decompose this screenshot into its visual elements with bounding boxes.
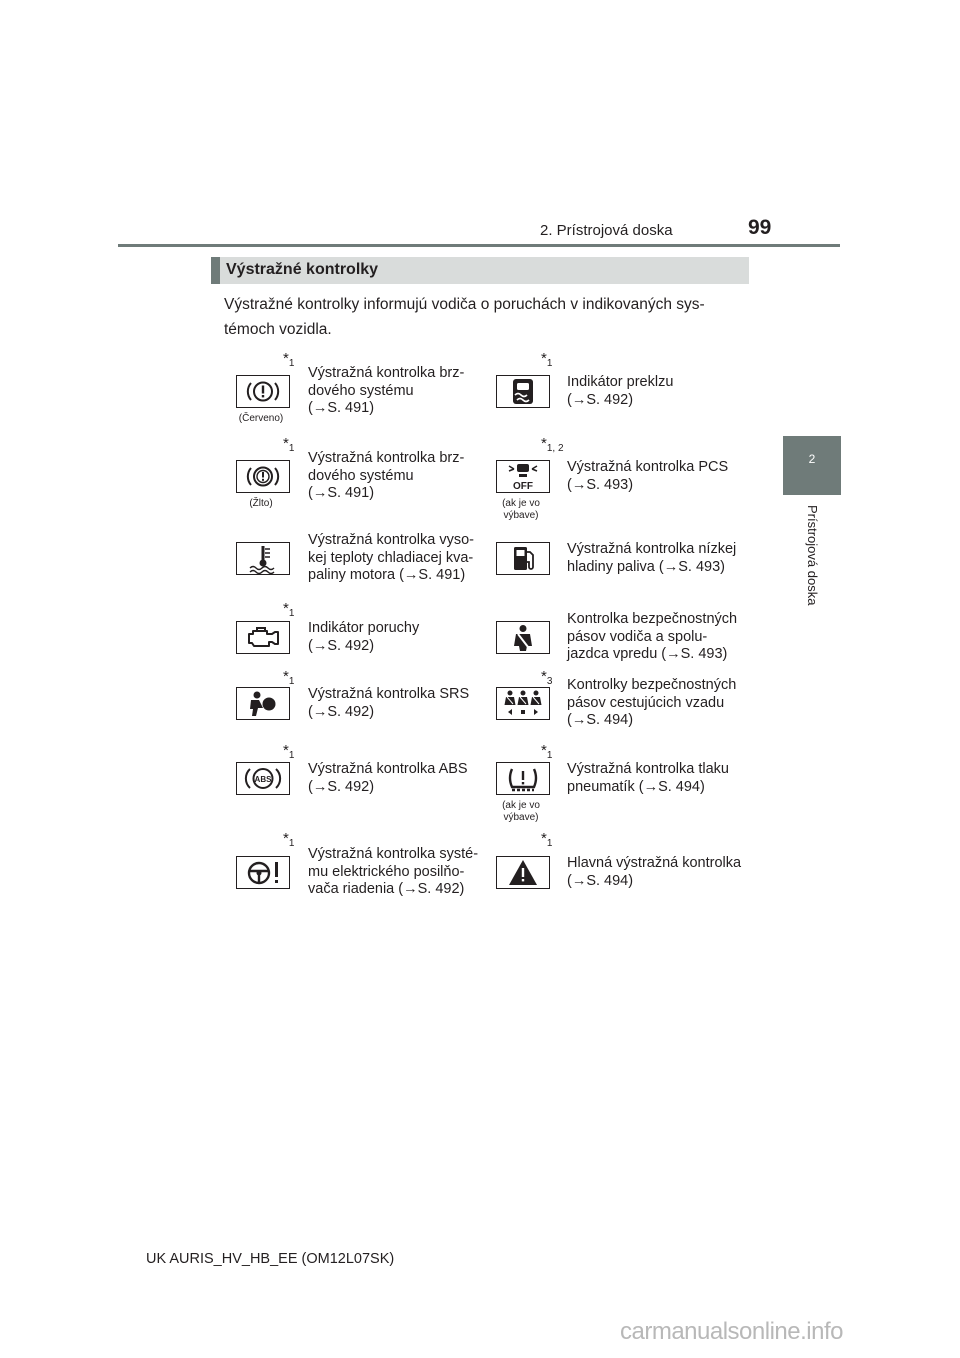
description-line: Kontrolka bezpečnostných (567, 611, 738, 627)
warning-light-description (567, 459, 757, 494)
chapter-label: Prístrojová doska (805, 505, 820, 606)
description-line: Hlavná výstražná kontrolka (567, 855, 742, 871)
description-line: Výstražná kontrolka SRS (308, 686, 470, 702)
warning-light-description (567, 374, 757, 409)
description-line: pásov cestujúcich vzadu (567, 694, 725, 711)
footnote-marker (283, 350, 294, 369)
chapter-tab (783, 436, 841, 495)
footnote-star: * (283, 668, 289, 685)
header-divider (118, 244, 840, 247)
icon-caption: (Žlto) (249, 498, 273, 509)
footnote-marker (283, 742, 294, 761)
description-line: Kontrolky bezpečnostných (567, 677, 737, 693)
description-line: dového systému (308, 467, 414, 484)
description-line: (→S. 492) (308, 637, 375, 654)
footnote-marker (541, 742, 552, 761)
footnote-number: 1 (288, 358, 295, 369)
description-line: Výstražná kontrolka PCS (567, 459, 729, 475)
fuel-pump-icon (496, 542, 550, 575)
description-line: kej teploty chladiacej kva- (308, 549, 474, 566)
footnote-number: 1 (288, 838, 295, 849)
description-line: pneumatík (→S. 494) (567, 778, 705, 795)
section-title: Výstražné kontrolky (226, 261, 379, 278)
description-line: jazdca vpredu (→S. 493) (567, 646, 728, 662)
description-line: Výstražná kontrolka vyso- (308, 532, 475, 548)
footnote-marker (283, 668, 294, 687)
warning-light-description (308, 532, 498, 585)
warning-light-description (567, 677, 757, 730)
description-line: Výstražná kontrolka brz- (308, 450, 465, 466)
intro-paragraph: Výstražné kontrolky informujú vodiča o poruchách v indikovaných sys- témoch vozidla. (224, 296, 705, 338)
description-line: hladiny paliva (→S. 493) (567, 558, 725, 575)
warning-light-description (308, 846, 498, 899)
footnote-star: * (541, 742, 547, 759)
footnote-number: 1 (546, 750, 553, 761)
svg-text:ABS: ABS (254, 775, 272, 784)
warning-light-description (567, 541, 757, 576)
description-line: vača riadenia (→S. 492) (308, 881, 465, 897)
description-line: (→S. 491) (308, 485, 375, 501)
footnote-number: 1 (546, 838, 553, 849)
brake-system-icon (236, 460, 290, 493)
description-line: (→S. 494) (567, 872, 634, 889)
description-line: (→S. 492) (567, 391, 634, 408)
description-line: Indikátor preklzu (567, 374, 674, 390)
document-code: UK AURIS_HV_HB_EE (OM12L07SK) (146, 1251, 395, 1267)
description-line: (→S. 494) (567, 712, 634, 728)
footnote-number: 1 (288, 676, 295, 687)
warning-light-description (567, 611, 757, 664)
description-line: (→S. 492) (308, 703, 375, 720)
seatbelt-icon (496, 621, 550, 654)
warning-light-description (308, 365, 498, 418)
description-line: Indikátor poruchy (308, 620, 420, 636)
description-line: mu elektrického posilňo- (308, 863, 465, 880)
warning-light-description (567, 855, 757, 890)
srs-airbag-icon (236, 687, 290, 720)
footnote-marker (541, 435, 564, 454)
icon-caption: (Červeno) (238, 413, 284, 424)
description-line: paliny motora (→S. 491) (308, 567, 466, 583)
svg-text:OFF: OFF (513, 481, 533, 492)
footnote-star: * (541, 435, 547, 452)
description-line: Výstražná kontrolka brz- (308, 365, 465, 381)
footnote-marker (283, 830, 294, 849)
warning-light-description (308, 620, 498, 655)
footnote-star: * (283, 830, 289, 847)
description-line: (→S. 492) (308, 778, 375, 795)
description-line: Výstražná kontrolka nízkej (567, 541, 737, 557)
footnote-star: * (541, 668, 547, 685)
footnote-marker (541, 668, 552, 687)
warning-light-description (308, 761, 498, 796)
watermark: carmanualsonline.info (620, 1318, 843, 1345)
description-line: Výstražná kontrolka systé- (308, 846, 479, 862)
rear-seatbelts-icon (496, 687, 550, 720)
abs-icon (236, 762, 290, 795)
footnote-marker (283, 435, 294, 454)
brake-warning-icon (236, 375, 290, 408)
footnote-number: 1 (288, 608, 295, 619)
footnote-star: * (283, 600, 289, 617)
description-line: Výstražná kontrolka ABS (308, 761, 468, 777)
description-line: (→S. 491) (308, 400, 375, 416)
icon-caption: (ak je vo výbave) (502, 800, 540, 823)
check-engine-icon (236, 621, 290, 654)
slip-indicator-icon (496, 375, 550, 408)
description-line: Výstražná kontrolka tlaku (567, 761, 729, 777)
footnote-star: * (283, 435, 289, 452)
footnote-number: 1 (288, 750, 295, 761)
description-line: (→S. 493) (567, 476, 634, 493)
footnote-star: * (541, 830, 547, 847)
footnote-number: 1 (288, 443, 295, 454)
coolant-temperature-icon (236, 542, 290, 575)
footnote-number: 1 (546, 358, 553, 369)
warning-light-description (308, 450, 498, 503)
pcs-off-icon (496, 460, 550, 493)
footnote-star: * (283, 742, 289, 759)
running-header-section: 2. Prístrojová doska (540, 222, 673, 239)
warning-light-description (567, 761, 757, 796)
tire-pressure-icon (496, 762, 550, 795)
footnote-number: 1, 2 (546, 443, 564, 454)
chapter-number: 2 (808, 452, 816, 466)
page-number: 99 (748, 216, 772, 239)
footnote-number: 3 (546, 676, 553, 687)
footnote-star: * (283, 350, 289, 367)
warning-light-description (308, 686, 498, 721)
master-warning-icon (496, 856, 550, 889)
footnote-marker (541, 350, 552, 369)
footnote-star: * (541, 350, 547, 367)
section-heading-accent (211, 257, 220, 284)
icon-caption: (ak je vo výbave) (502, 498, 540, 521)
footnote-marker (541, 830, 552, 849)
description-line: pásov vodiča a spolu- (567, 628, 708, 645)
power-steering-icon (236, 856, 290, 889)
description-line: dového systému (308, 382, 414, 399)
footnote-marker (283, 600, 294, 619)
